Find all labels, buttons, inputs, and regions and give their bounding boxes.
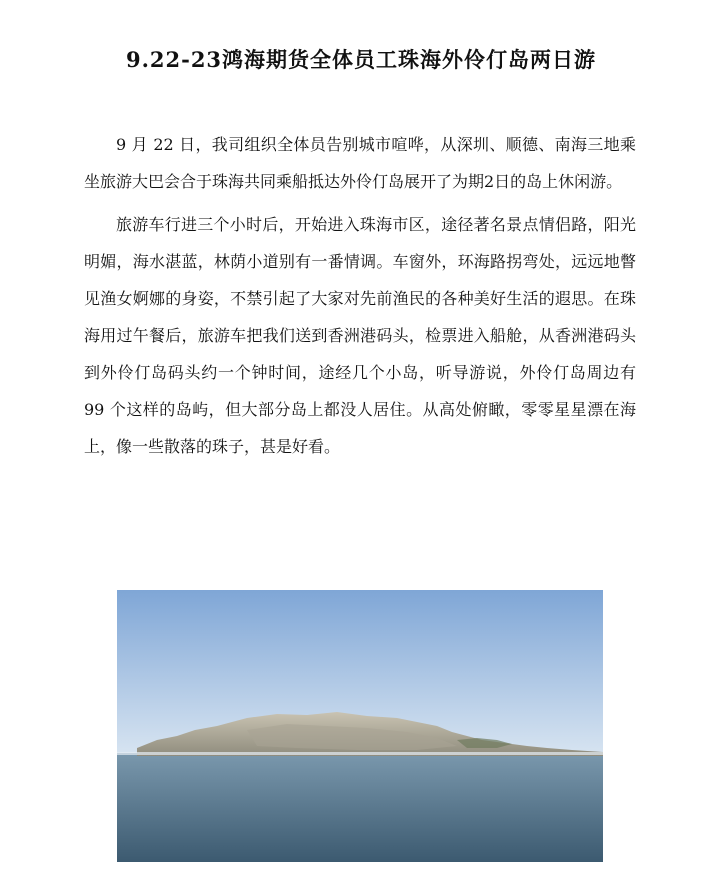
document-title: 9.22-23鸿海期货全体员工珠海外伶仃岛两日游 [125, 47, 597, 72]
sea [117, 753, 603, 862]
island-sea-photo [117, 590, 603, 862]
document-body [84, 126, 636, 471]
island-sea-photo-drawing [117, 590, 603, 862]
paragraph-1: 9 月 22 日，我司组织全体员告别城市喧哗，从深圳、顺德、南海三地乘坐旅游大巴会合于珠海共同乘船抵达外伶仃岛展开了为期2日的岛上休闲游。 [84, 135, 636, 191]
paragraph-2: 旅游车行进三个小时后，开始进入珠海市区，途径著名景点情侣路，阳光明媚，海水湛蓝，林荫小道别有一番情调。车窗外，环海路拐弯处，远远地瞥见渔女婀娜的身姿，不禁引起了大家对先前渔民的各种美好生活的遐思。在珠海用过午餐后，旅游车把我们送到香洲港码头，检票进入船舱，从香洲港码头到外伶仃岛码头约一个钟时间，途经几个小岛，听导游说，外伶仃岛周边有 99 个这样的岛屿，但大部分岛上都没人居住。从高处俯瞰，零零星星漂在海上，像一些散落的珠子，甚是好看。 [84, 215, 636, 456]
shoreline [117, 752, 603, 755]
